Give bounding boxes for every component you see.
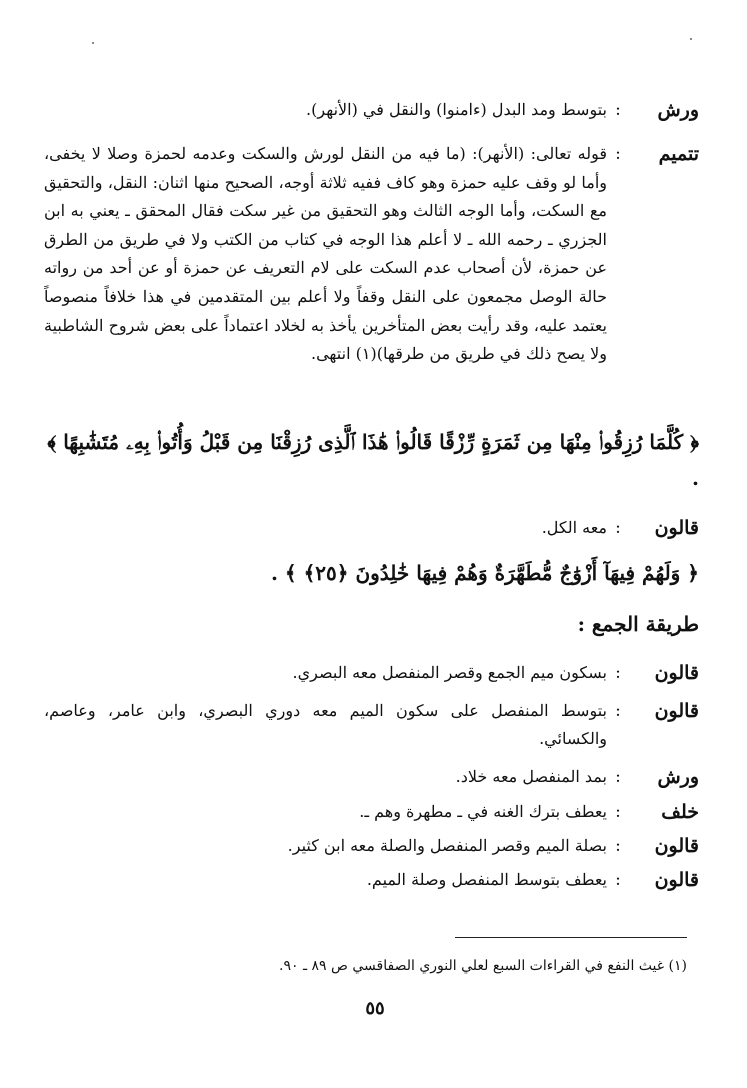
entry-colon: : [615,836,621,856]
entry-text: بتوسط المنفصل على سكون الميم معه دوري البصري، وابن عامر، وعاصم، والكسائي. [44,701,607,748]
entry-text: بتوسط ومد البدل (ءامنوا) والنقل في (الأنهر). [306,100,607,119]
entry-text: بمد المنفصل معه خلاد. [455,767,607,786]
entry-text: بصلة الميم وقصر المنفصل والصلة معه ابن كثير. [287,836,607,855]
entry-colon: : [615,518,621,538]
footnote: (١) غيث النفع في القراءات السبع لعلي النوري الصفاقسي ص ٨٩ ـ ٩٠. [279,958,687,974]
entry-colon: : [615,144,621,164]
entry-term: ورش [657,99,699,121]
entry-method-5 [44,832,699,860]
entry-term: خلف [661,801,699,823]
entry-method-2 [44,697,699,753]
entry-text: قوله تعالى: (الأنهر): (ما فيه من النقل لورش والسكت وعدمه لحمزة وصلا لا يخفى، وأما لو وقف عليه حمزة وهو كاف ففيه ثلاثة أوجه، الصحيح منها اثنان: النقل، والتحقيق مع السكت، وأما الوجه الثالث وهو التحقيق من غير سكت فقال المحقق ـ يعني به ابن الجزري ـ رحمه الله ـ لا أعلم هذا الوجه في كتاب من الكتب ولا في طريق من الطرق عن حمزة، لأن أصحاب عدم السكت على لام التعريف عن حمزة أو عن أحد من رواته حالة الوصل مجمعون على النقل وقفاً ولا أعلم بين المتقدمين في هذا خلافاً منصوصاً يعتمد عليه، وقد رأيت بعض المتأخرين يأخذ به لخلاد اعتماداً على بعض شروح الشاطبية ولا يصح ذلك في طريق من طرقها)(١) انتهى. [44,144,607,364]
quran-verse-1: ﴿ كُلَّمَا رُزِقُوا۟ مِنْهَا مِن ثَمَرَةٍ رِّزْقًا قَالُوا۟ هَٰذَا ٱلَّذِى رُزِقْنَا مِن قَبْلُ وَأُتُوا۟ بِهِۦ مُتَشَٰبِهًا ﴾ . [47,430,699,490]
entry-colon: : [615,870,621,890]
entry-term: قالون [654,662,699,684]
scan-speck [92,42,94,44]
section-heading: طريقة الجمع : [577,612,699,636]
entry-method-6 [44,866,699,894]
entry-colon: : [615,100,621,120]
scan-speck [690,38,692,40]
entry-text: يعطف بتوسط المنفصل وصلة الميم. [366,870,607,889]
entry-text: بسكون ميم الجمع وقصر المنفصل معه البصري. [292,663,607,682]
entry-term: ورش [657,766,699,788]
entry-term: قالون [654,869,699,891]
entry-method-3 [44,763,699,791]
page-number: ٥٥ [365,998,385,1019]
entry-warsh-badal [44,96,699,124]
footnote-separator [455,937,687,938]
entry-colon: : [615,802,621,822]
quran-verse-2: ﴿ وَلَهُمْ فِيهَآ أَزْوَٰجٌ مُّطَهَّرَةٌ وَهُمْ فِيهَا خَٰلِدُونَ ﴿٢٥﴾ ﴾ . [270,561,699,585]
entry-qaloon-all [44,514,699,542]
entry-text: يعطف بترك الغنه في ـ مطهرة وهم ـ. [359,802,607,821]
entry-term: قالون [654,517,699,539]
entry-term: قالون [654,700,699,722]
entry-colon: : [615,701,621,721]
entry-colon: : [615,663,621,683]
entry-colon: : [615,767,621,787]
entry-tatmeem [44,140,699,369]
entry-term: تتميم [658,143,699,165]
entry-text: معه الكل. [541,518,607,537]
entry-method-1 [44,659,699,687]
entry-term: قالون [654,835,699,857]
entry-method-4 [44,798,699,826]
